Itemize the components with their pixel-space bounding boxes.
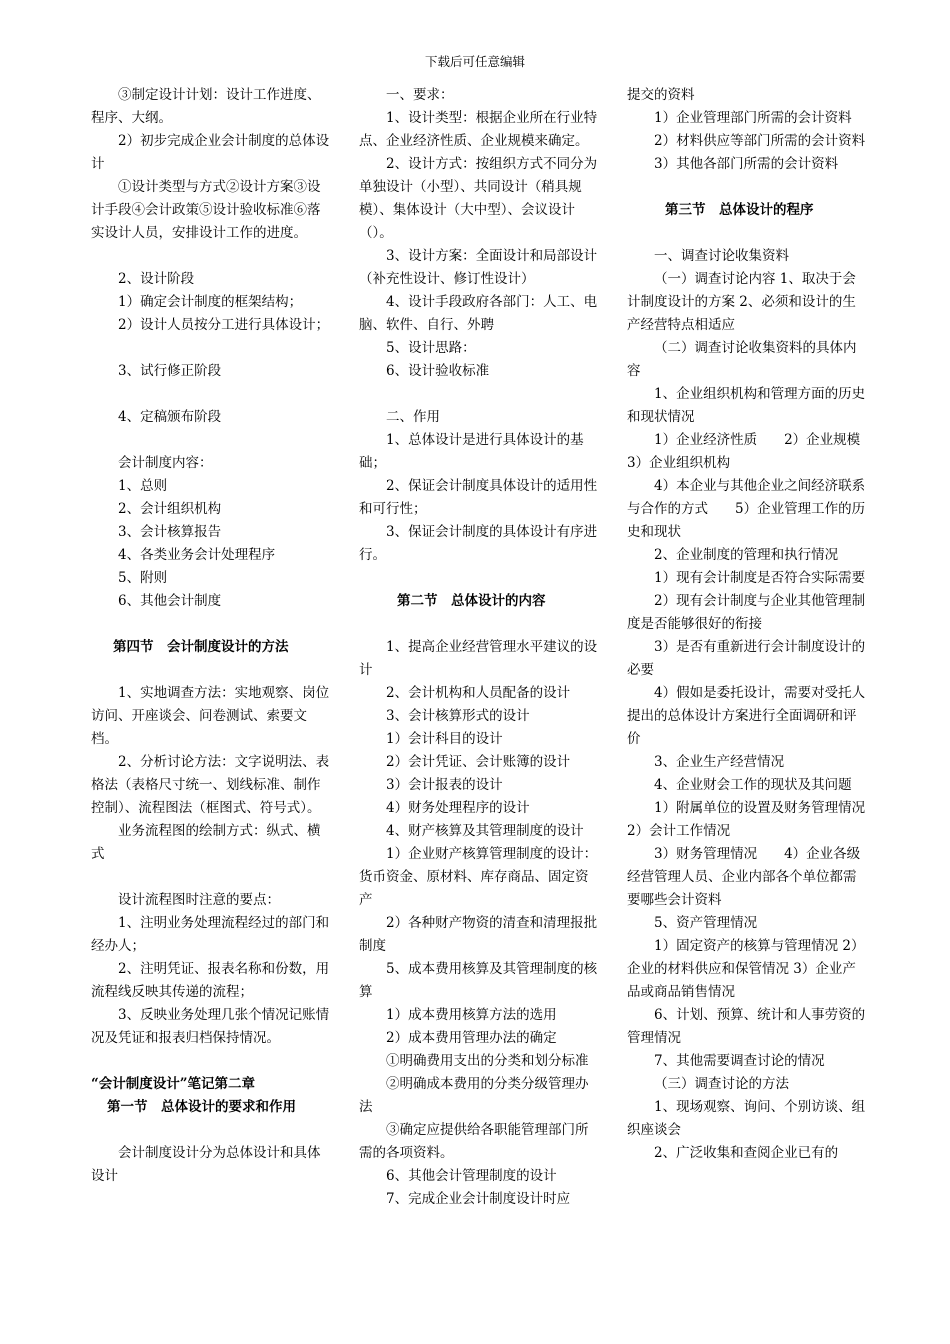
paragraph: 1）企业管理部门所需的会计资料 (654, 110, 852, 126)
paragraph: 1、现场观察、询问、个别访谈、组织座谈会 (627, 1099, 866, 1138)
paragraph: 3、反映业务处理几张个情况记账情况及凭证和报表归档保持情况。 (91, 1007, 330, 1046)
paragraph: 3、保证会计制度的具体设计有序进行。 (359, 524, 598, 563)
paragraph: 会计制度设计分为总体设计和具体设计 (91, 1145, 321, 1184)
paragraph: ③确定应提供给各职能管理部门所需的各项资料。 (359, 1122, 589, 1161)
paragraph: 4、定稿颁布阶段 (118, 409, 222, 425)
paragraph: 6、计划、预算、统计和人事劳资的管理情况 (627, 1007, 866, 1046)
list-item: 3、会计核算报告 (118, 524, 222, 540)
paragraph: 2）各种财产物资的清查和清理报批制度 (359, 915, 598, 954)
paragraph: 7、其他需要调查讨论的情况 (654, 1053, 825, 1069)
paragraph: 5、成本费用核算及其管理制度的核算 (359, 961, 598, 1000)
paragraph: 1、实地调查方法：实地观察、岗位访问、开座谈会、问卷测试、索要文档。 (91, 685, 330, 747)
paragraph: 业务流程图的绘制方式：纵式、横式 (91, 823, 321, 862)
section-heading: 第二节 总体设计的内容 (397, 593, 546, 609)
paragraph: 2）会计凭证、会计账簿的设计 (386, 754, 571, 770)
paragraph: 2）现有会计制度与企业其他管理制度是否能够很好的衔接 (627, 593, 866, 632)
paragraph: 3）是否有重新进行会计制度设计的必要 (627, 639, 866, 678)
paragraph: 1）固定资产的核算与管理情况 2）企业的材料供应和保管情况 3）企业产品或商品销售情况 (627, 938, 865, 1000)
paragraph: 5、资产管理情况 (654, 915, 758, 931)
list-item: 2、会计组织机构 (118, 501, 222, 517)
list-item: 1、总则 (118, 478, 168, 494)
paragraph: 2、企业制度的管理和执行情况 (654, 547, 839, 563)
paragraph: 会计制度内容： (118, 455, 213, 471)
paragraph: 1、设计类型：根据企业所在行业特点、企业经济性质、企业规模来确定。 (359, 110, 598, 149)
page-header: 下载后可任意编辑 (424, 54, 525, 69)
paragraph: 7、完成企业会计制度设计时应 (386, 1191, 571, 1207)
paragraph: ②明确成本费用的分类分级管理办法 (359, 1076, 589, 1115)
paragraph: 3）会计报表的设计 (386, 777, 503, 793)
paragraph: 4、设计手段政府各部门：人工、电脑、软件、自行、外聘 (359, 294, 598, 333)
paragraph: 1、提高企业经营管理水平建议的设计 (359, 639, 598, 678)
paragraph: 1、总体设计是进行具体设计的基础； (359, 432, 584, 471)
paragraph: 4、财产核算及其管理制度的设计 (386, 823, 584, 839)
paragraph: 2、分析讨论方法：文字说明法、表格法（表格尺寸统一、划线标准、制作控制）、流程图法（框图式、符号式）。 (91, 754, 330, 816)
paragraph: 二、作用 (386, 409, 440, 425)
paragraph: 1）附属单位的设置及财务管理情况 2）会计工作情况 (627, 800, 893, 839)
paragraph: 2、设计阶段 (118, 271, 195, 287)
paragraph: 1）企业财产核算管理制度的设计：货币资金、原材料、库存商品、固定资产 (359, 846, 598, 908)
paragraph: 1）现有会计制度是否符合实际需要 (654, 570, 866, 586)
paragraph: 3）财务管理情况 4）企业各级经营管理人员、企业内部各个单位都需要哪些会计资料 (627, 846, 861, 908)
section-heading: 第四节 会计制度设计的方法 (113, 639, 289, 655)
section-heading: 第三节 总体设计的程序 (665, 202, 814, 218)
paragraph: 一、调查讨论收集资料 (654, 248, 789, 264)
paragraph: 2、广泛收集和查阅企业已有的 (654, 1145, 839, 1161)
paragraph: 3、会计核算形式的设计 (386, 708, 530, 724)
paragraph: 3、试行修正阶段 (118, 363, 222, 379)
paragraph: 2、设计方式：按组织方式不同分为单独设计（小型）、共同设计（稍具规模）、集体设计（大中型）、会议设计（）。 (359, 156, 598, 241)
paragraph: （二）调查讨论收集资料的具体内容 (627, 340, 857, 379)
list-item: 4、各类业务会计处理程序 (118, 547, 276, 563)
paragraph: 2、会计机构和人员配备的设计 (386, 685, 571, 701)
paragraph: 6、其他会计管理制度的设计 (386, 1168, 557, 1184)
column-2 (359, 84, 601, 1211)
section-heading: 第一节 总体设计的要求和作用 (107, 1099, 296, 1115)
paragraph: 1、企业组织机构和管理方面的历史和现状情况 (627, 386, 866, 425)
paragraph: 一、要求： (386, 87, 454, 103)
paragraph: ①设计类型与方式②设计方案③设计手段④会计政策⑤设计验收标准⑥落实设计人员，安排设计工作的进度。 (91, 179, 321, 241)
paragraph: 4、企业财会工作的现状及其问题 (654, 777, 852, 793)
list-item: 5、附则 (118, 570, 168, 586)
paragraph: ③制定设计计划：设计工作进度、程序、大纲。 (91, 87, 321, 126)
paragraph: 4）本企业与其他企业之间经济联系与合作的方式 5）企业管理工作的历史和现状 (627, 478, 866, 540)
paragraph: （一）调查讨论内容 1、取决于会计制度设计的方案 2、必须和设计的生产经营特点相适应 (627, 271, 856, 333)
paragraph: ①明确费用支出的分类和划分标准 (386, 1053, 589, 1069)
paragraph: 2、保证会计制度具体设计的适用性和可行性； (359, 478, 598, 517)
paragraph: 3、企业生产经营情况 (654, 754, 785, 770)
paragraph: 1）企业经济性质 2）企业规模 3）企业组织机构 (627, 432, 888, 471)
paragraph: 2、注明凭证、报表名称和份数，用流程线反映其传递的流程； (91, 961, 330, 1000)
paragraph: 1、注明业务处理流程经过的部门和经办人； (91, 915, 330, 954)
paragraph: 6、设计验收标准 (386, 363, 490, 379)
paragraph: 设计流程图时注意的要点： (118, 892, 280, 908)
paragraph: 3、设计方案：全面设计和局部设计（补充性设计、修订性设计） (359, 248, 598, 287)
paragraph: 2）材料供应等部门所需的会计资料 (654, 133, 866, 149)
paragraph: 2）设计人员按分工进行具体设计； (118, 317, 330, 333)
paragraph: 1）确定会计制度的框架结构； (118, 294, 303, 310)
column-1 (91, 84, 333, 1188)
paragraph: 1）会计科目的设计 (386, 731, 503, 747)
paragraph: 2）成本费用管理办法的确定 (386, 1030, 557, 1046)
paragraph: 4）假如是委托设计，需要对受托人提出的总体设计方案进行全面调研和评价 (627, 685, 866, 747)
paragraph: 提交的资料 (627, 87, 695, 103)
column-3 (627, 84, 893, 1165)
paragraph: 2）初步完成企业会计制度的总体设计 (91, 133, 330, 172)
paragraph: 4）财务处理程序的设计 (386, 800, 530, 816)
paragraph: （三）调查讨论的方法 (654, 1076, 789, 1092)
paragraph: 3）其他各部门所需的会计资料 (654, 156, 839, 172)
chapter-heading: “会计制度设计”笔记第二章 (91, 1076, 256, 1092)
list-item: 6、其他会计制度 (118, 593, 222, 609)
paragraph: 5、设计思路： (386, 340, 476, 356)
paragraph: 1）成本费用核算方法的选用 (386, 1007, 557, 1023)
